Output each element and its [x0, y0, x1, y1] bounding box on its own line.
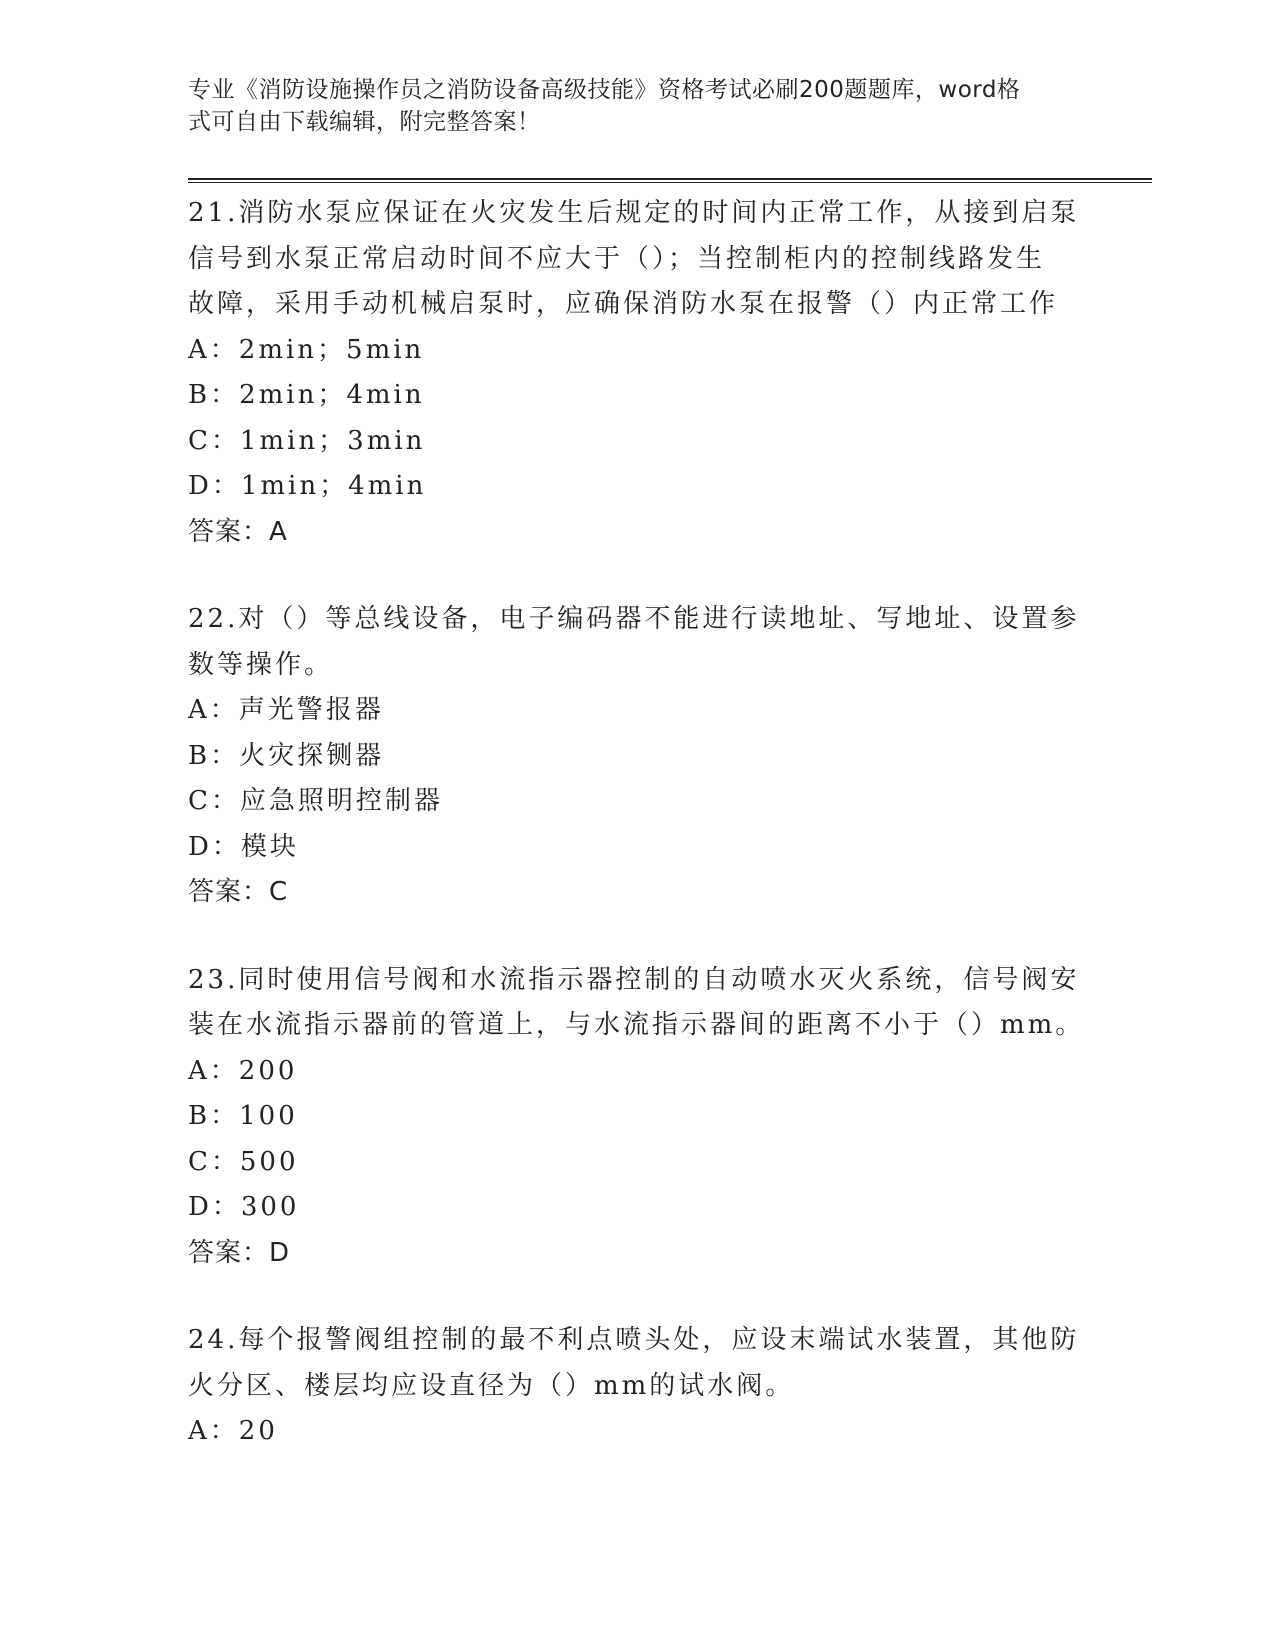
- question-24: [188, 1318, 1088, 1455]
- question-stem-line: 22.对（）等总线设备，电子编码器不能进行读地址、写地址、设置参: [188, 604, 1080, 634]
- question-stem-line: 数等操作。: [188, 649, 334, 680]
- option-d: D：模块: [188, 831, 299, 862]
- header-divider: [188, 178, 1152, 183]
- question-stem-line: 21.消防水泵应保证在火灾发生后规定的时间内正常工作，从接到启泵: [188, 198, 1080, 228]
- option-d: D：1min；4min: [188, 471, 427, 501]
- document-header: [188, 74, 1068, 138]
- option-c: C：1min；3min: [188, 425, 426, 456]
- question-list: [188, 191, 1088, 1497]
- option-a: A：200: [188, 1055, 298, 1086]
- question-stem-line: 故障，采用手动机械启泵时，应确保消防水泵在报警（）内正常工作: [188, 289, 1059, 319]
- question-stem-line: 24.每个报警阀组控制的最不利点喷头处，应设末端试水装置，其他防: [188, 1325, 1080, 1355]
- header-line-2: 式可自由下载编辑，附完整答案！: [188, 109, 541, 135]
- answer-text: 答案：C: [188, 877, 289, 907]
- option-b: B：2min；4min: [188, 380, 425, 410]
- option-a: A：2min；5min: [188, 334, 425, 365]
- answer-text: 答案：A: [188, 516, 288, 547]
- question-21: [188, 191, 1088, 555]
- answer-text: 答案：D: [188, 1237, 291, 1268]
- option-a: A：20: [188, 1416, 278, 1446]
- option-a: A：声光警报器: [188, 695, 384, 725]
- question-stem-line: 火分区、楼层均应设直径为（）mm的试水阀。: [188, 1370, 795, 1401]
- question-stem-line: 装在水流指示器前的管道上，与水流指示器间的距离不小于（）mm。: [188, 1010, 1085, 1040]
- question-stem-line: 信号到水泵正常启动时间不应大于（）；当控制柜内的控制线路发生: [188, 243, 1046, 274]
- option-b: B：100: [188, 1101, 298, 1131]
- option-c: C：应急照明控制器: [188, 786, 443, 816]
- option-c: C：500: [188, 1146, 299, 1177]
- question-22: [188, 597, 1088, 916]
- option-d: D：300: [188, 1192, 300, 1222]
- question-stem-line: 23.同时使用信号阀和水流指示器控制的自动喷水灭火系统，信号阀安: [188, 964, 1080, 995]
- option-b: B：火灾探铡器: [188, 740, 385, 771]
- header-line-1: 专业《消防设施操作员之消防设备高级技能》资格考试必刷200题题库，word格: [188, 77, 1021, 103]
- question-23: [188, 958, 1088, 1277]
